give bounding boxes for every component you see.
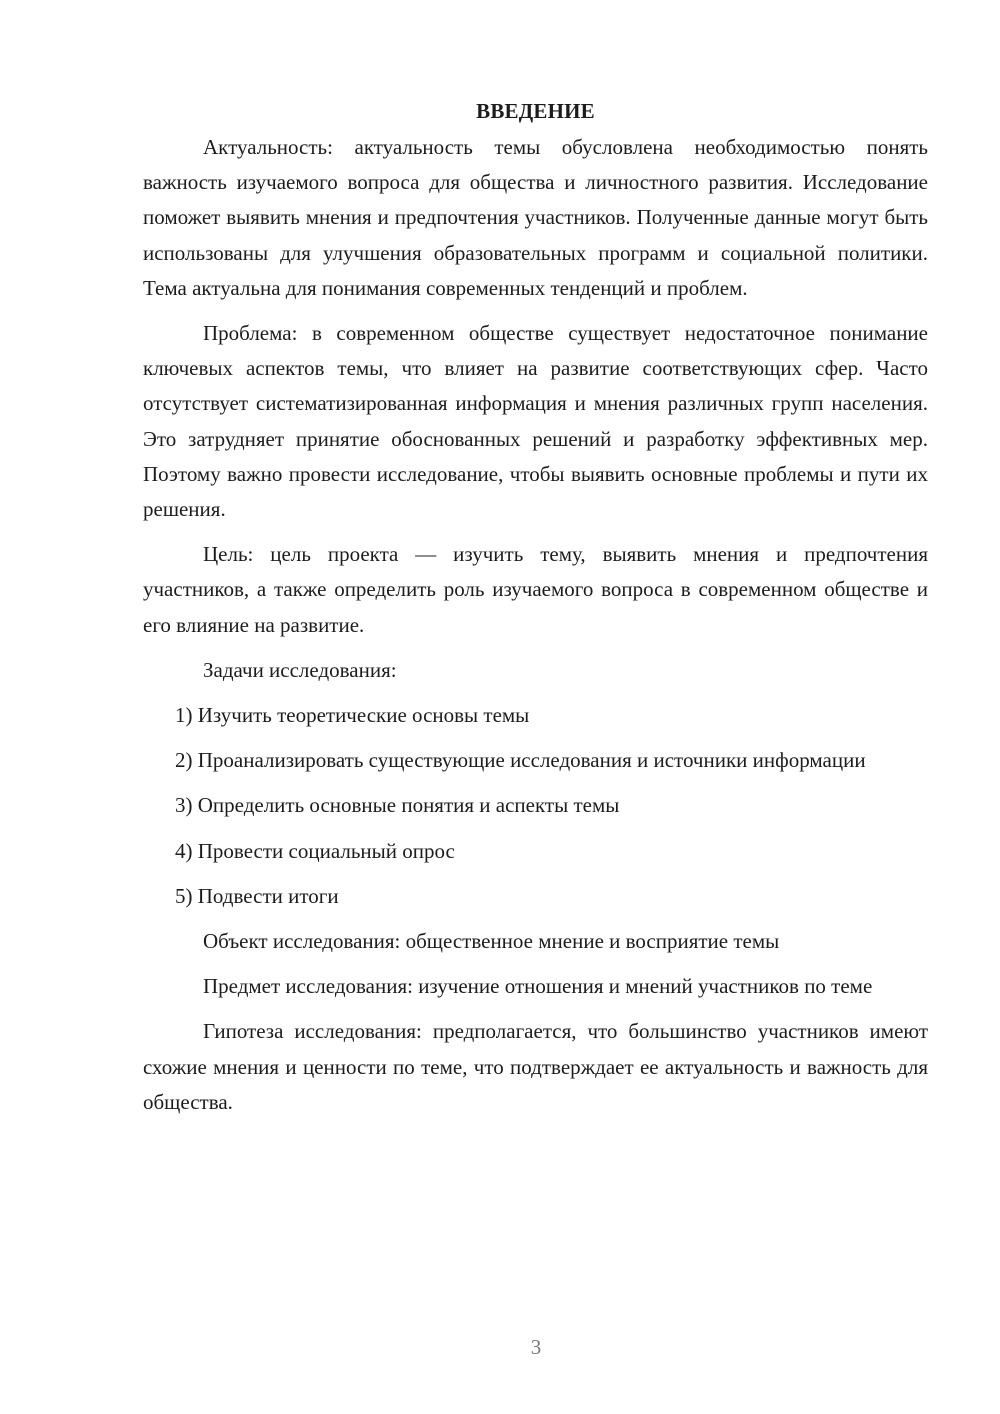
relevance-paragraph: Актуальность: актуальность темы обусловлена необходимостью понять важность изучаемого вопроса для общества и личностного развития. Исследование поможет выявить мнения и предпочтения участников. Полученные данные могут быть использованы для улучшения образовательных программ и социальной политики. Тема актуальна для понимания современных тенденций и проблем.	[143, 135, 928, 300]
subject-paragraph: Предмет исследования: изучение отношения и мнений участников по теме	[203, 974, 873, 999]
task-item: 4) Провести социальный опрос	[175, 838, 455, 863]
goal-paragraph: Цель: цель проекта — изучить тему, выявить мнения и предпочтения участников, а также определить роль изучаемого вопроса в современном обществе и его влияние на развитие.	[143, 542, 928, 637]
task-item: 5) Подвести итоги	[175, 883, 339, 908]
task-item: 1) Изучить теоретические основы темы	[175, 703, 530, 728]
page-title: ВВЕДЕНИЕ	[476, 99, 595, 123]
task-item: 3) Определить основные понятия и аспекты темы	[175, 793, 620, 818]
task-item: 2) Проанализировать существующие исследования и источники информации	[175, 748, 866, 773]
page-number: 3	[530, 1335, 542, 1359]
object-paragraph: Объект исследования: общественное мнение и восприятие темы	[203, 929, 780, 954]
tasks-heading: Задачи исследования:	[203, 657, 397, 682]
page-content	[143, 96, 928, 1130]
problem-paragraph: Проблема: в современном обществе существует недостаточное понимание ключевых аспектов темы, что влияет на развитие соответствующих сфер. Часто отсутствует систематизированная информация и мнения различных групп населения. Это затрудняет принятие обоснованных решений и разработку эффективных мер. Поэтому важно провести исследование, чтобы выявить основные проблемы и пути их решения.	[143, 321, 928, 522]
hypothesis-paragraph: Гипотеза исследования: предполагается, что большинство участников имеют схожие мнения и ценности по теме, что подтверждает ее актуальность и важность для общества.	[143, 1019, 928, 1114]
